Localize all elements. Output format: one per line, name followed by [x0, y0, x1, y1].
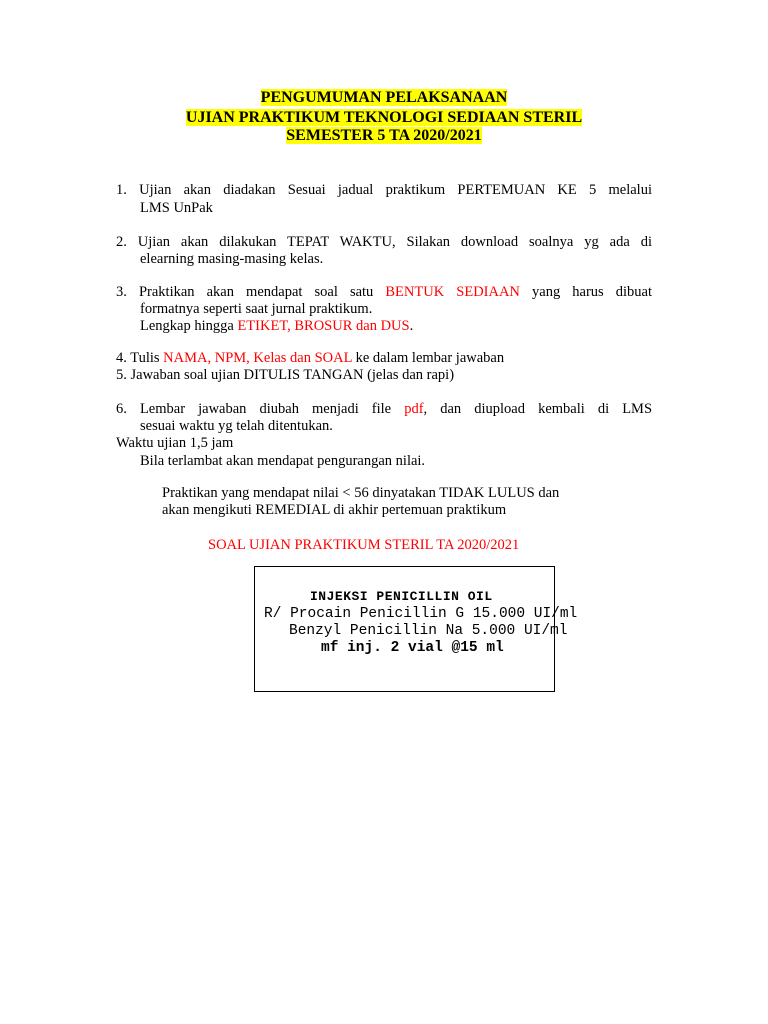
item-3-line-2: formatnya seperti saat jurnal praktikum. — [140, 301, 373, 317]
exam-subtitle-text: UJIAN PRAKTIKUM TEKNOLOGI SEDIAAN STERIL — [185, 109, 583, 126]
item-3-line-3-highlight: ETIKET, BROSUR dan DUS — [237, 318, 410, 334]
item-4-post: ke dalam lembar jawaban — [351, 350, 505, 366]
exam-heading: SOAL UJIAN PRAKTIKUM STERIL TA 2020/2021 — [208, 537, 520, 553]
item-3-line-1 — [116, 284, 652, 301]
item-6-highlight: pdf — [404, 401, 424, 417]
item-6-pre: 6. Lembar jawaban diubah menjadi file — [116, 401, 405, 417]
item-6-post: , dan diupload kembali di LMS — [423, 401, 653, 417]
item-4-pre: 4. Tulis — [116, 350, 164, 366]
item-2-line-1: 2. Ujian akan dilakukan TEPAT WAKTU, Silakan download soalnya yg ada di — [116, 234, 652, 250]
exam-duration: Waktu ujian 1,5 jam — [116, 435, 234, 451]
item-3-text-pre: 3. Praktikan akan mendapat soal satu — [116, 284, 386, 300]
late-penalty-note: Bila terlambat akan mendapat pengurangan nilai. — [140, 453, 426, 469]
item-6-line-1 — [116, 401, 652, 418]
item-5: 5. Jawaban soal ujian DITULIS TANGAN (jelas dan rapi) — [116, 367, 455, 383]
semester-subtitle — [0, 126, 768, 146]
announcement-title — [0, 88, 768, 108]
passing-note-line-2: akan mengikuti REMEDIAL di akhir pertemuan praktikum — [162, 502, 507, 518]
item-1-line-1: 1. Ujian akan diadakan Sesuai jadual praktikum PERTEMUAN KE 5 melalui — [116, 182, 652, 198]
item-3-highlight: BENTUK SEDIAAN — [385, 284, 520, 300]
exam-question-title: INJEKSI PENICILLIN OIL — [310, 589, 493, 604]
item-3-line-3 — [140, 318, 413, 335]
item-3-line-3-post: . — [409, 318, 414, 334]
announcement-title-text: PENGUMUMAN PELAKSANAAN — [260, 89, 508, 106]
exam-subtitle — [0, 108, 768, 128]
item-6-line-2: sesuai waktu yg telah ditentukan. — [140, 418, 333, 434]
item-4 — [116, 350, 504, 367]
exam-question-line-1: R/ Procain Penicillin G 15.000 UI/ml — [264, 606, 578, 622]
item-1-line-2: LMS UnPak — [140, 200, 213, 216]
passing-note-line-1: Praktikan yang mendapat nilai < 56 dinyatakan TIDAK LULUS dan — [162, 485, 560, 501]
exam-question-line-2: Benzyl Penicillin Na 5.000 UI/ml — [289, 623, 568, 639]
semester-subtitle-text: SEMESTER 5 TA 2020/2021 — [286, 127, 482, 144]
item-3-text-post: yang harus dibuat — [519, 284, 653, 300]
item-4-highlight: NAMA, NPM, Kelas dan SOAL — [163, 350, 352, 366]
item-3-line-3-pre: Lengkap hingga — [140, 318, 238, 334]
exam-question-line-3: mf inj. 2 vial @15 ml — [321, 640, 504, 656]
item-2-line-2: elearning masing-masing kelas. — [140, 251, 324, 267]
exam-question-box — [254, 566, 578, 692]
